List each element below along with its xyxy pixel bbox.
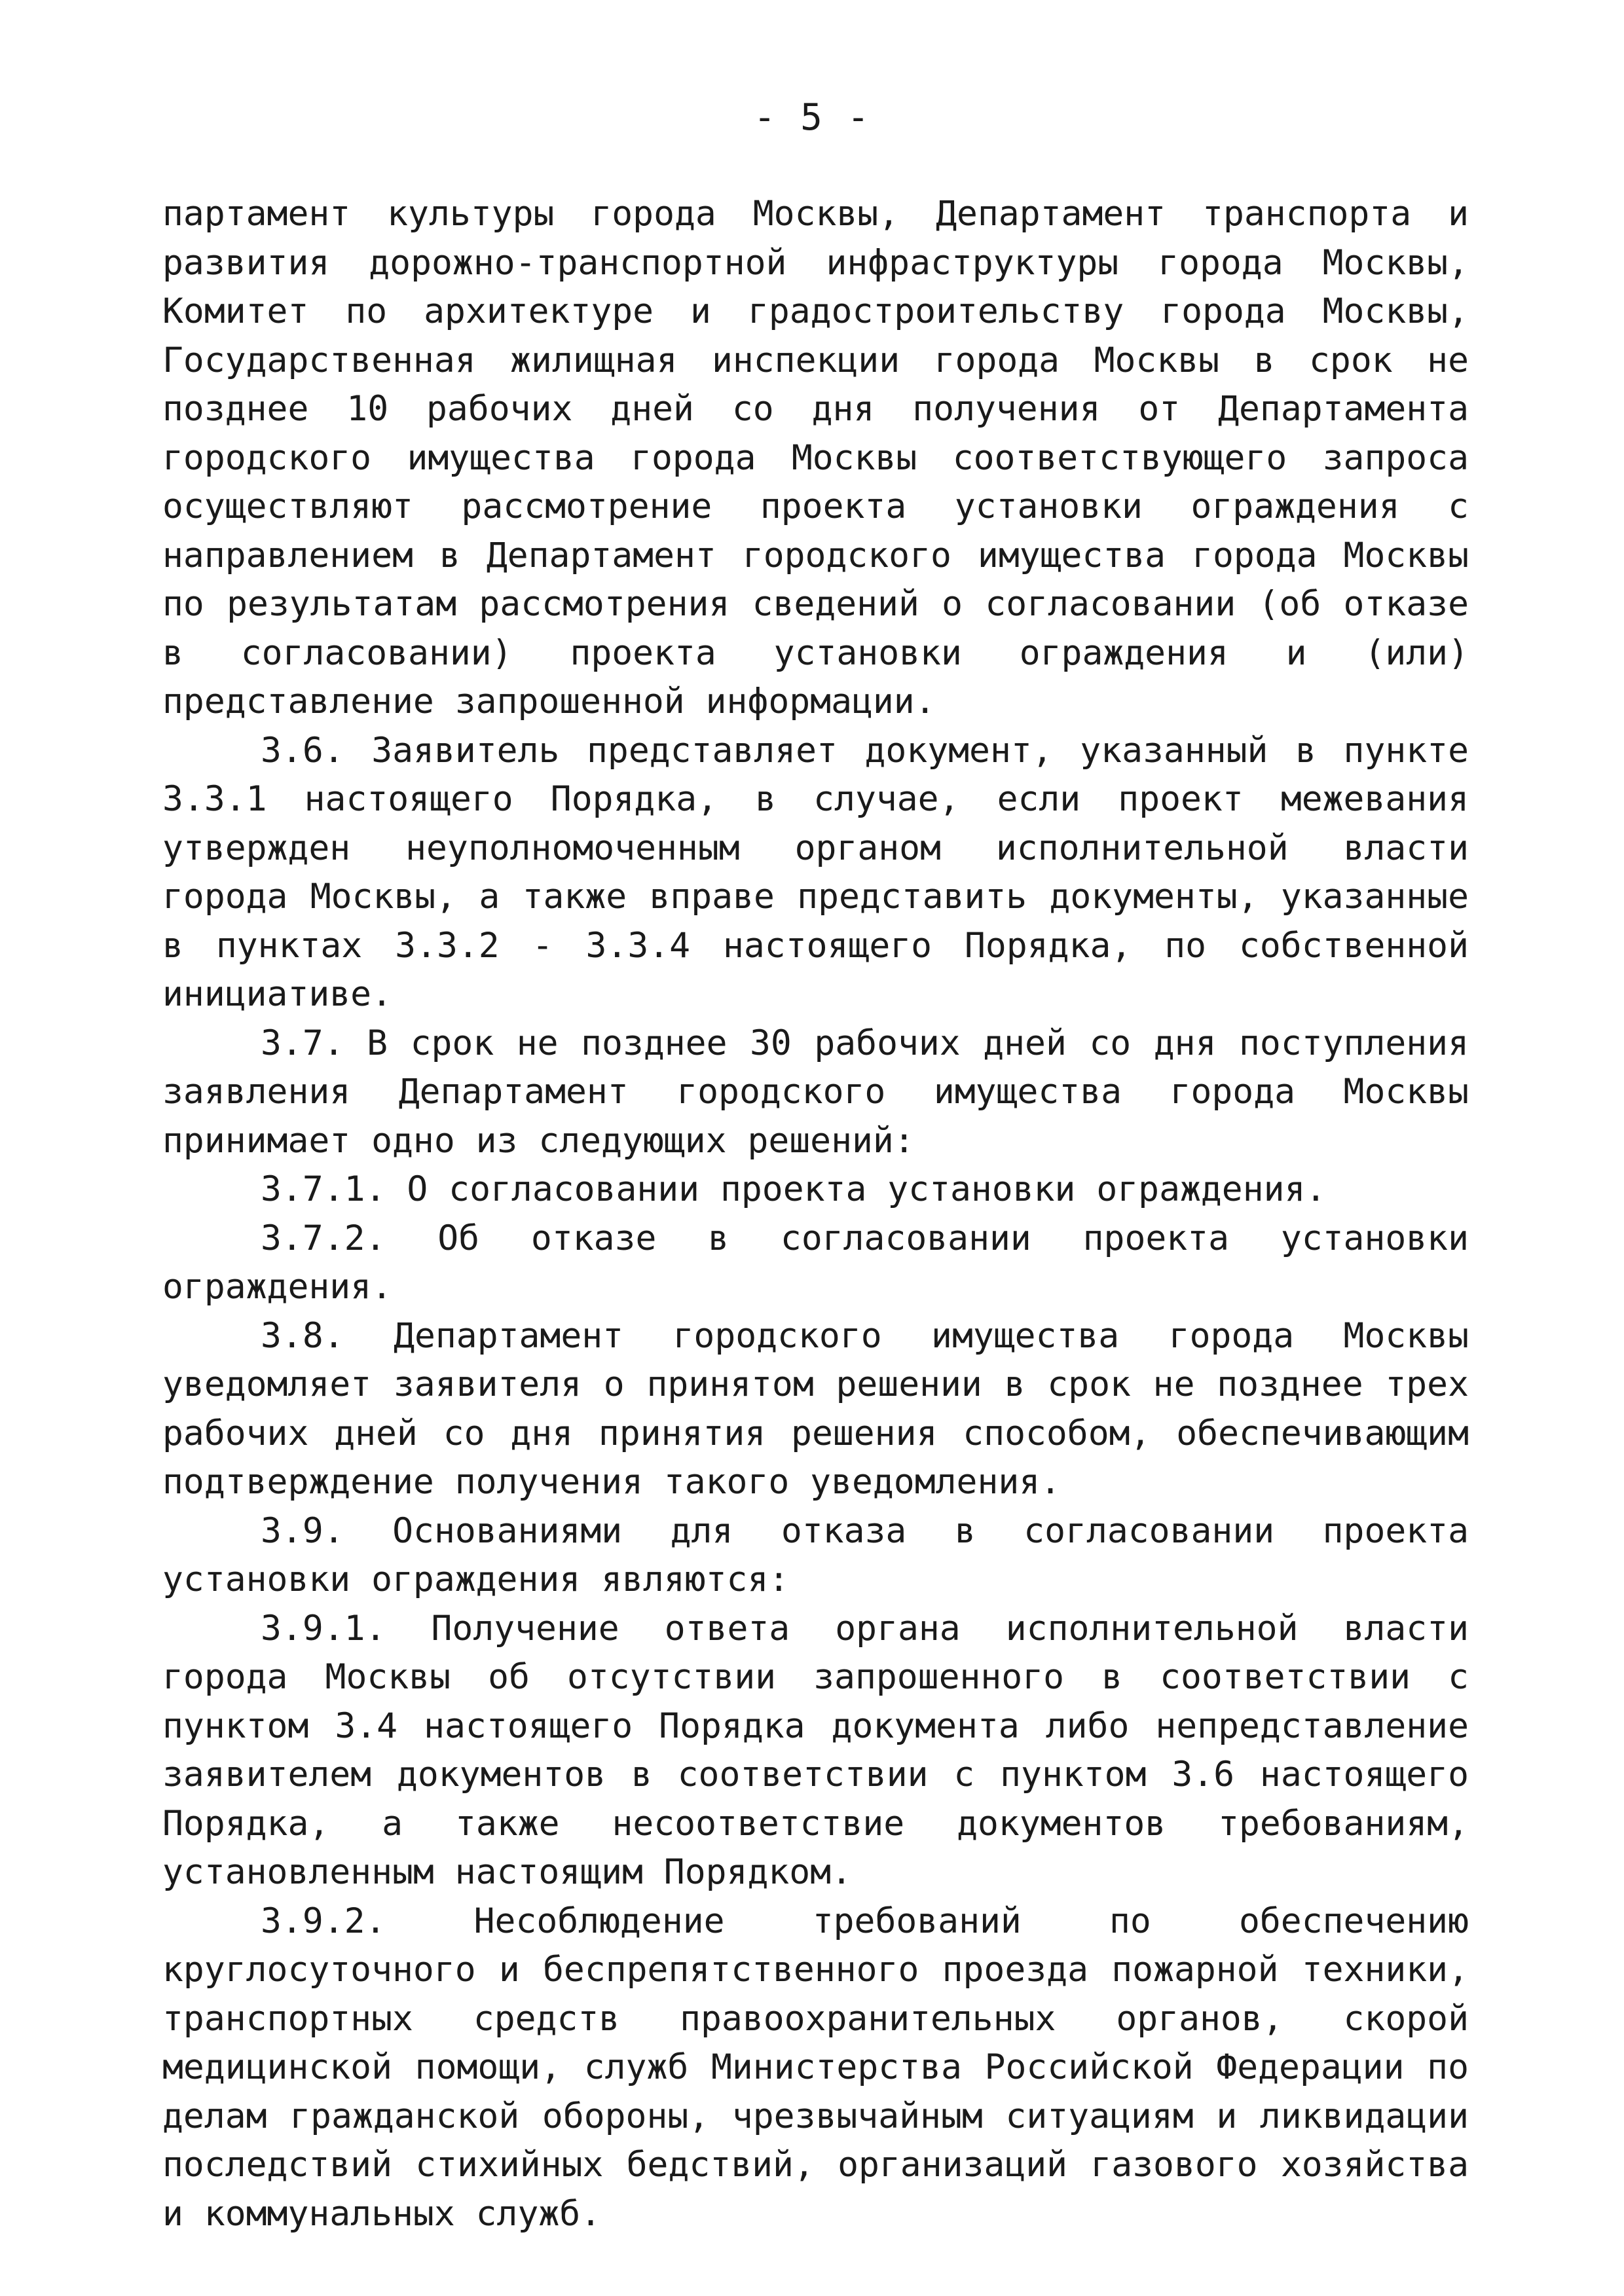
paragraph-3-9-1: 3.9.1. Получение ответа органа исполнительной власти города Москвы об отсутствии запрошенного в соответствии с пунктом 3.4 настоящего Порядка документа либо непредставление заявителем документов в соответствии с пунктом 3.6 настоящего Порядка, а также несоответствие документов требованиям, установленным настоящим Порядком.: [162, 1608, 1469, 1892]
document-body: [162, 190, 1469, 2238]
paragraph-3-7-2: 3.7.2. Об отказе в согласовании проекта установки ограждения.: [162, 1218, 1469, 1307]
page-number: - 5 -: [753, 96, 871, 139]
paragraph-3-7: 3.7. В срок не позднее 30 рабочих дней со дня поступления заявления Департамент городского имущества города Москвы принимает одно из следующих решений:: [162, 1023, 1469, 1161]
paragraph-3-6: 3.6. Заявитель представляет документ, указанный в пункте 3.3.1 настоящего Порядка, в случае, если проект межевания утвержден неуполномоченным органом исполнительной власти города Москвы, а также вправе представить документы, указанные в пунктах 3.3.2 - 3.3.4 настоящего Порядка, по собственной инициативе.: [162, 730, 1469, 1014]
paragraph-3-9: 3.9. Основаниями для отказа в согласовании проекта установки ограждения являются:: [162, 1510, 1469, 1599]
paragraph-3-9-2: 3.9.2. Несоблюдение требований по обеспечению круглосуточного и беспрепятственного проезда пожарной техники, транспортных средств правоохранительных органов, скорой медицинской помощи, служб Министерства Российской Федерации по делам гражданской обороны, чрезвычайным ситуациям и ликвидации последствий стихийных бедствий, организаций газового хозяйства и коммунальных служб.: [162, 1901, 1469, 2234]
paragraph-3-7-1: 3.7.1. О согласовании проекта установки ограждения.: [261, 1169, 1327, 1209]
paragraph-3-8: 3.8. Департамент городского имущества города Москвы уведомляет заявителя о принятом решении в срок не позднее трех рабочих дней со дня принятия решения способом, обеспечивающим подтверждение получения такого уведомления.: [162, 1315, 1469, 1502]
paragraph-continuation: партамент культуры города Москвы, Департамент транспорта и развития дорожно-транспортной инфраструктуры города Москвы, Комитет по архитектуре и градостроительству города Москвы, Государственная жилищная инспекции города Москвы в срок не позднее 10 рабочих дней со дня получения от Департамента городского имущества города Москвы соответствующего запроса осуществляют рассмотрение проекта установки ограждения с направлением в Департамент городского имущества города Москвы по результатам рассмотрения сведений о согласовании (об отказе в согласовании) проекта установки ограждения и (или) представление запрошенной информации.: [162, 194, 1469, 721]
